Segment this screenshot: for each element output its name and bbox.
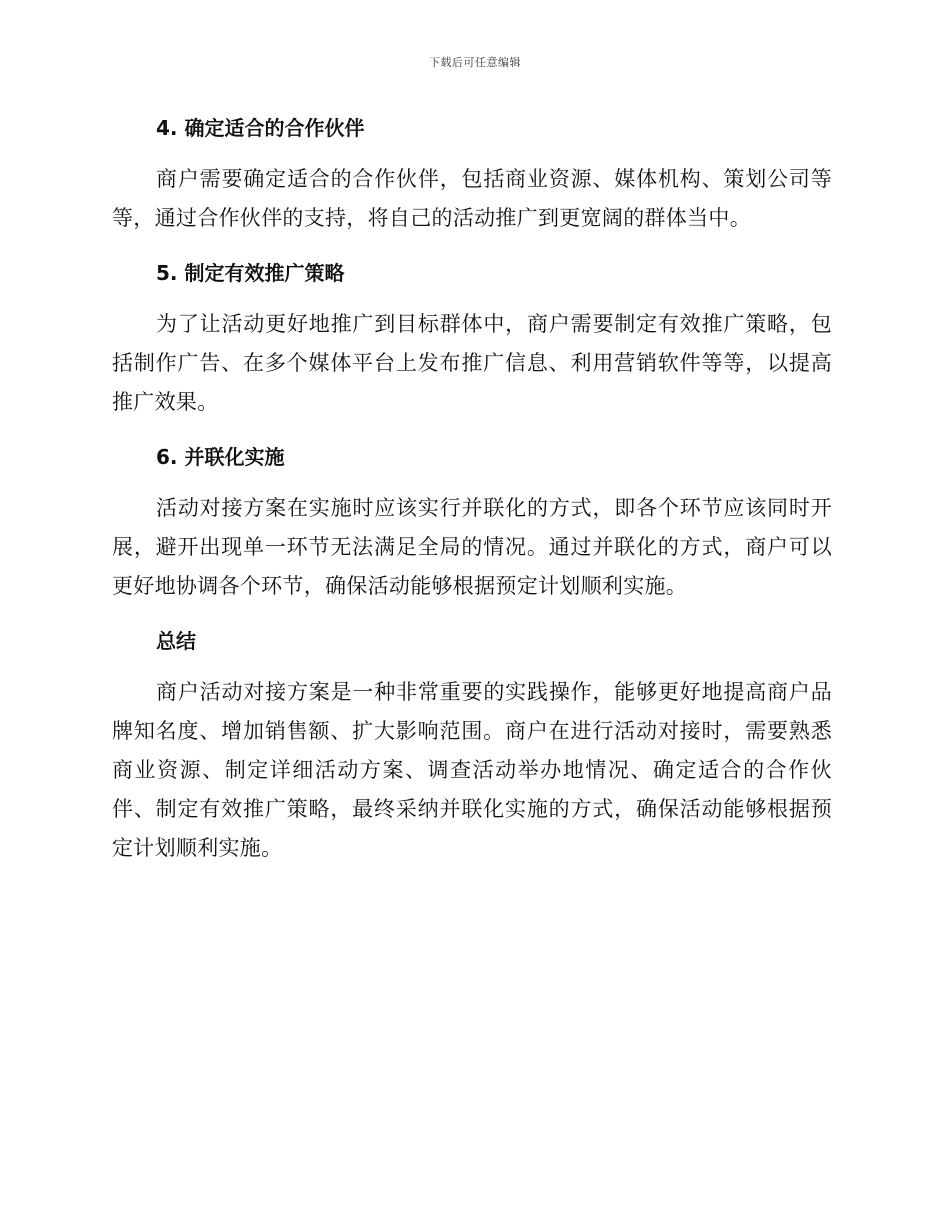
- section-summary: [112, 624, 832, 868]
- document-body: [112, 111, 832, 868]
- section-paragraph: 商户活动对接方案是一种非常重要的实践操作，能够更好地提高商户品牌知名度、增加销售额、扩大影响范围。商户在进行活动对接时，需要熟悉商业资源、制定详细活动方案、调查活动举办地情况、确定适合的合作伙伴、制定有效推广策略，最终采纳并联化实施的方式，确保活动能够根据预定计划顺利实施。: [112, 680, 832, 860]
- section-heading: 总结: [156, 629, 196, 653]
- page-header: 下载后可任意编辑: [429, 56, 521, 69]
- section-paragraph: 为了让活动更好地推广到目标群体中，商户需要制定有效推广策略，包括制作广告、在多个媒体平台上发布推广信息、利用营销软件等等，以提高推广效果。: [112, 312, 832, 414]
- section-paragraph: 活动对接方案在实施时应该实行并联化的方式，即各个环节应该同时开展，避开出现单一环节无法满足全局的情况。通过并联化的方式，商户可以更好地协调各个环节，确保活动能够根据预定计划顺利实施。: [112, 496, 832, 598]
- section-heading: 5. 制定有效推广策略: [156, 261, 345, 285]
- section-partners: [112, 111, 832, 238]
- section-heading: 6. 并联化实施: [156, 445, 285, 469]
- section-parallel-implementation: [112, 440, 832, 606]
- section-heading: 4. 确定适合的合作伙伴: [156, 116, 365, 140]
- section-paragraph: 商户需要确定适合的合作伙伴，包括商业资源、媒体机构、策划公司等等，通过合作伙伴的支持，将自己的活动推广到更宽阔的群体当中。: [112, 167, 832, 230]
- section-promotion-strategy: [112, 256, 832, 422]
